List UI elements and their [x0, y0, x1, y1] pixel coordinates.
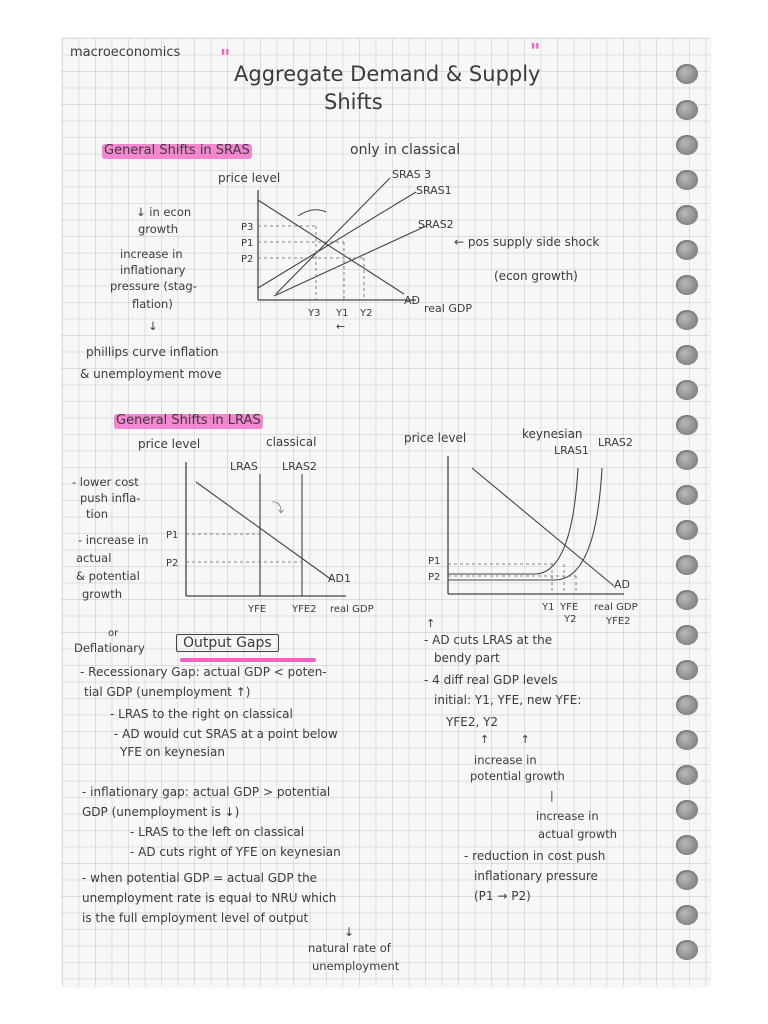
note-line: bendy part — [434, 651, 500, 665]
binder-hole — [676, 415, 698, 435]
binder-hole — [676, 170, 698, 190]
binder-hole — [676, 205, 698, 225]
note-line: is the full employment level of output — [82, 911, 309, 925]
y-tick: P2 — [241, 254, 254, 265]
x-tick: Y3 — [308, 308, 321, 319]
quote-mark-icon: " — [220, 45, 231, 69]
x-tick: YFE2 — [292, 604, 317, 615]
binder-hole — [676, 625, 698, 645]
sras-right-note: ← pos supply side shock — [454, 235, 600, 249]
binder-hole — [676, 100, 698, 120]
binder-hole — [676, 905, 698, 925]
x-tick: YFE2 — [606, 616, 631, 627]
binder-hole — [676, 64, 698, 84]
lras1-curve — [448, 468, 578, 574]
curve-label: LRAS1 — [554, 444, 589, 457]
ad-curve — [472, 468, 614, 586]
x-tick: Y2 — [360, 308, 373, 319]
note-line: - AD cuts right of YFE on keynesian — [130, 845, 341, 859]
x-tick: Y1 — [336, 308, 349, 319]
subject-label: macroeconomics — [70, 45, 181, 60]
binder-hole — [676, 310, 698, 330]
y-tick: P1 — [241, 238, 254, 249]
footnote-line: unemployment — [312, 959, 400, 973]
arrow-icon: ⤵ — [272, 501, 285, 515]
note-line: tion — [86, 507, 109, 521]
curve-label: AD — [614, 578, 630, 591]
note-line: - LRAS to the left on classical — [130, 825, 305, 839]
x-tick: YFE — [560, 602, 579, 613]
note-line: & potential — [76, 569, 140, 583]
gap-prefix: Deflationary — [74, 641, 145, 655]
note-line: unemployment rate is equal to NRU which — [82, 891, 337, 905]
binder-hole — [676, 450, 698, 470]
note-line: actual growth — [538, 827, 618, 841]
graph-xlabel: real GDP — [330, 604, 374, 615]
graph-title: classical — [266, 435, 317, 449]
binder-hole — [676, 135, 698, 155]
graph-title: keynesian — [522, 427, 583, 441]
ad1-curve — [196, 482, 332, 580]
note-line: phillips curve inflation — [86, 345, 219, 359]
note-line: initial: Y1, YFE, new YFE: — [434, 693, 582, 707]
section-heading-output-gaps: Output Gaps — [176, 634, 279, 652]
y-tick: P2 — [166, 558, 179, 569]
note-line: - 4 diff real GDP levels — [424, 673, 558, 687]
heading-underline — [180, 658, 316, 662]
lras-classical-graph — [132, 430, 376, 620]
binder-hole — [676, 800, 698, 820]
y-tick: P2 — [428, 572, 441, 583]
note-line: - inflationary gap: actual GDP > potential — [82, 785, 331, 799]
y-tick: P3 — [241, 222, 254, 233]
y-tick: P1 — [166, 530, 179, 541]
sras1-curve — [258, 192, 416, 288]
note-line: - increase in — [78, 533, 149, 547]
note-line: pressure (stag- — [110, 279, 197, 293]
x-tick: Y1 — [542, 602, 555, 613]
binder-hole — [676, 730, 698, 750]
binder-hole — [676, 940, 698, 960]
note-line: increase in — [120, 247, 183, 261]
note-line: growth — [82, 587, 123, 601]
curve-label: AD1 — [328, 572, 351, 585]
note-line: flation) — [132, 297, 173, 311]
sras-right-note: (econ growth) — [494, 269, 578, 283]
arrow-icon: ↑ — [426, 617, 436, 630]
note-line: - lower cost — [72, 475, 139, 489]
arrow-icon: | — [550, 789, 554, 802]
note-line: - when potential GDP = actual GDP the — [82, 871, 318, 885]
sras3-curve — [276, 178, 390, 294]
graph-xlabel: real GDP — [424, 302, 472, 315]
note-line: GDP (unemployment is ↓) — [82, 805, 240, 819]
binder-hole — [676, 345, 698, 365]
arrow-icon: ← — [336, 320, 346, 333]
note-line: increase in — [474, 753, 537, 767]
note-line: push infla- — [80, 491, 141, 505]
binder-hole — [676, 660, 698, 680]
note-line: inflationary — [120, 263, 186, 277]
arrow-icon: ↑ ↑ — [480, 733, 530, 746]
section-heading-sras: General Shifts in SRAS — [104, 143, 250, 158]
note-line: - AD cuts LRAS at the — [424, 633, 553, 647]
note-line: - AD would cut SRAS at a point below — [114, 727, 338, 741]
curve-label: SRAS 3 — [392, 168, 432, 181]
arrow-icon: ↓ — [344, 925, 355, 939]
note-line: growth — [138, 222, 179, 236]
quote-mark-icon: " — [530, 39, 541, 63]
note-line: - LRAS to the right on classical — [110, 707, 293, 721]
page-title: Aggregate Demand & Supply — [234, 62, 541, 86]
binder-hole — [676, 695, 698, 715]
footnote-line: natural rate of — [308, 941, 391, 955]
binder-hole — [676, 555, 698, 575]
curve-label: LRAS — [230, 460, 258, 473]
binder-hole — [676, 520, 698, 540]
page-title-line2: Shifts — [324, 90, 383, 114]
lras-keynesian-graph — [386, 424, 656, 626]
binder-hole — [676, 380, 698, 400]
notebook-page — [62, 38, 710, 986]
curve-label: SRAS1 — [416, 184, 452, 197]
x-tick: YFE — [248, 604, 267, 615]
note-line: actual — [76, 551, 112, 565]
note-line: ↓ in econ — [136, 205, 192, 219]
section-heading-lras: General Shifts in LRAS — [116, 413, 261, 428]
curve-label: AD — [404, 294, 420, 307]
binder-hole — [676, 485, 698, 505]
note-line: ↓ — [148, 319, 158, 333]
ad-curve — [258, 200, 404, 294]
curve-label: LRAS2 — [598, 436, 633, 449]
note-line: potential growth — [470, 769, 565, 783]
binder-hole — [676, 870, 698, 890]
gap-prefix: or — [108, 628, 119, 639]
binder-hole — [676, 240, 698, 260]
note-line: inflationary pressure — [474, 869, 598, 883]
note-line: YFE2, Y2 — [446, 715, 499, 729]
binder-hole — [676, 765, 698, 785]
curve-label: SRAS2 — [418, 218, 454, 231]
note-line: tial GDP (unemployment ↑) — [84, 685, 251, 699]
x-tick: Y2 — [564, 614, 577, 625]
note-line: (P1 → P2) — [474, 889, 531, 903]
binder-hole — [676, 590, 698, 610]
graph-ylabel: price level — [404, 431, 467, 445]
note-line: YFE on keynesian — [120, 745, 225, 759]
binder-hole — [676, 275, 698, 295]
binder-hole — [676, 835, 698, 855]
graph-ylabel: price level — [138, 437, 201, 451]
curve-label: LRAS2 — [282, 460, 317, 473]
sras2-curve — [274, 226, 426, 296]
graph-ylabel: price level — [218, 171, 281, 185]
note-line: increase in — [536, 809, 599, 823]
note-line: - reduction in cost push — [464, 849, 606, 863]
graph-xlabel: real GDP — [594, 602, 638, 613]
lras2-curve — [448, 468, 602, 580]
note-line: & unemployment move — [80, 367, 222, 381]
note-line: - Recessionary Gap: actual GDP < poten- — [80, 665, 327, 679]
sras-note: only in classical — [350, 142, 461, 158]
y-tick: P1 — [428, 556, 441, 567]
